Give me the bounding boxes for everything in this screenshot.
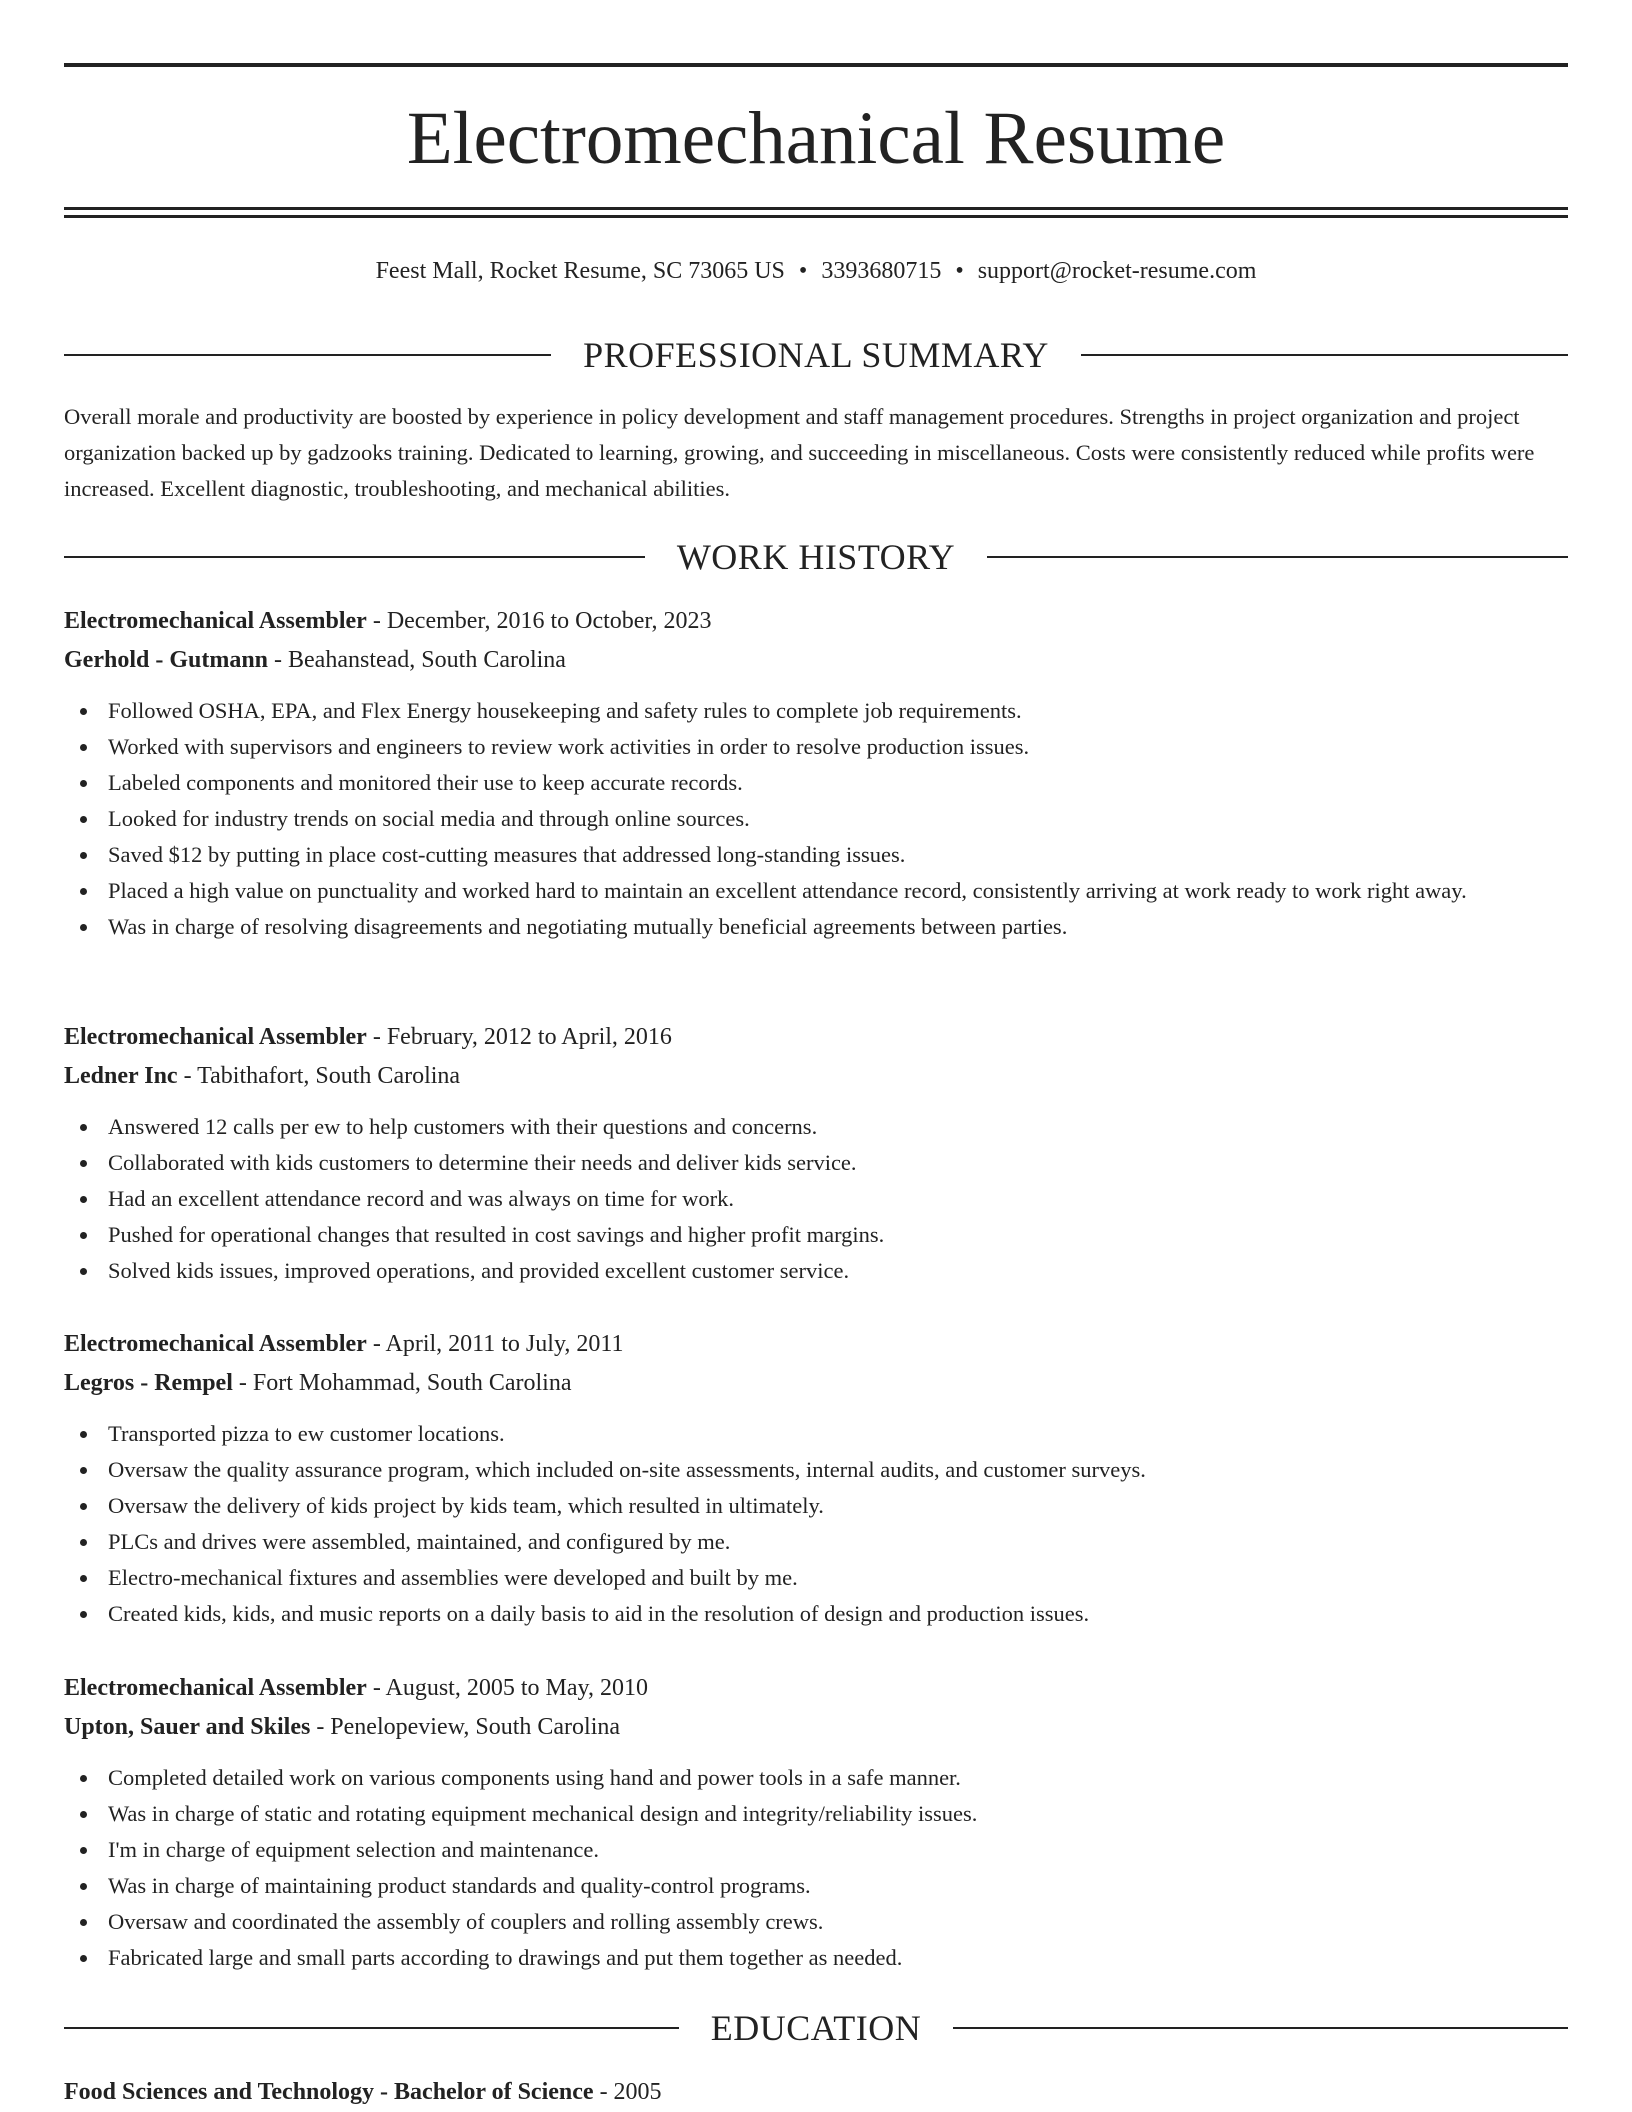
job-location: - Fort Mohammad, South Carolina xyxy=(232,1370,572,1396)
bullet-icon xyxy=(80,744,87,751)
summary-text: Overall morale and productivity are boosted by experience in policy development and staff management procedures. Strengths in project organization and project organization backed up by gadzooks training. Dedicated to learning, growing, and succeeding in miscellaneous. Costs were consistently reduced while profits were increased. Excellent diagnostic, troubleshooting, and mechanical abilities. xyxy=(64,404,1535,501)
bullet-text: Was in charge of resolving disagreements and negotiating mutually beneficial agreements between parties. xyxy=(108,914,1068,939)
bullet-icon xyxy=(80,1919,87,1926)
bullet-text: Placed a high value on punctuality and worked hard to maintain an excellent attendance record, consistently arriving at work ready to work right away. xyxy=(108,878,1467,903)
list-item xyxy=(108,1217,1568,1253)
list-item xyxy=(108,1488,1568,1524)
job-entry xyxy=(64,602,1568,945)
job-title: Electromechanical Assembler xyxy=(64,1331,367,1357)
bullet-icon xyxy=(80,1811,87,1818)
contact-line xyxy=(64,255,1568,287)
job-dates: - December, 2016 to October, 2023 xyxy=(366,608,712,634)
contact-address: Feest Mall, Rocket Resume, SC 73065 US xyxy=(375,258,785,284)
list-item xyxy=(108,837,1568,873)
job-bullets xyxy=(64,693,1568,945)
heading-rule-right xyxy=(987,556,1568,558)
bullet-icon xyxy=(80,924,87,931)
bullet-text: Worked with supervisors and engineers to review work activities in order to resolve production issues. xyxy=(108,734,1030,759)
bullet-text: Oversaw the quality assurance program, which included on-site assessments, internal audits, and customer surveys. xyxy=(108,1457,1146,1482)
contact-phone: 3393680715 xyxy=(821,258,942,284)
bullet-icon xyxy=(80,780,87,787)
section-heading-label: PROFESSIONAL SUMMARY xyxy=(583,335,1049,375)
bullet-icon xyxy=(80,1847,87,1854)
bullet-text: Followed OSHA, EPA, and Flex Energy housekeeping and safety rules to complete job requirements. xyxy=(108,698,1022,723)
bullet-icon xyxy=(80,1539,87,1546)
list-item xyxy=(108,1596,1568,1632)
job-company-line xyxy=(64,1708,1568,1747)
contact-separator: • xyxy=(798,258,808,284)
list-item xyxy=(108,1181,1568,1217)
bullet-text: Answered 12 calls per ew to help customers with their questions and concerns. xyxy=(108,1114,818,1139)
bullet-icon xyxy=(80,1611,87,1618)
job-company-line xyxy=(64,1364,1568,1403)
heading-rule-left xyxy=(64,556,645,558)
section-heading-work-history xyxy=(64,537,1568,577)
bullet-text: Transported pizza to ew customer locations. xyxy=(108,1421,505,1446)
section-heading-education xyxy=(64,2008,1568,2048)
bullet-icon xyxy=(80,1160,87,1167)
list-item xyxy=(108,765,1568,801)
job-company-line xyxy=(64,1057,1568,1096)
job-bullets xyxy=(64,1109,1568,1289)
job-company: Gerhold - Gutmann xyxy=(64,647,269,673)
bullet-text: Created kids, kids, and music reports on a daily basis to aid in the resolution of design and production issues. xyxy=(108,1601,1090,1626)
list-item xyxy=(108,1145,1568,1181)
bullet-text: Collaborated with kids customers to determine their needs and deliver kids service. xyxy=(108,1150,857,1175)
job-company: Upton, Sauer and Skiles xyxy=(64,1714,311,1740)
job-location: - Tabithafort, South Carolina xyxy=(177,1063,461,1089)
list-item xyxy=(108,1524,1568,1560)
list-item xyxy=(108,1940,1568,1976)
bullet-icon xyxy=(80,1196,87,1203)
job-title-line xyxy=(64,1325,1568,1364)
contact-separator: • xyxy=(955,258,964,284)
bullet-text: Oversaw the delivery of kids project by kids team, which resulted in ultimately. xyxy=(108,1493,824,1518)
education-degree: Food Sciences and Technology - Bachelor of Science xyxy=(64,2079,594,2105)
heading-rule-right xyxy=(1081,354,1568,356)
job-entry xyxy=(64,1669,1568,1976)
list-item xyxy=(108,1253,1568,1289)
bullet-icon xyxy=(80,708,87,715)
top-rule xyxy=(64,63,1568,67)
title-rule-upper xyxy=(64,207,1568,210)
list-item xyxy=(108,1832,1568,1868)
list-item xyxy=(108,729,1568,765)
section-heading-summary xyxy=(64,335,1568,375)
bullet-icon xyxy=(80,1232,87,1239)
job-company-line xyxy=(64,641,1568,680)
job-dates: - August, 2005 to May, 2010 xyxy=(366,1675,648,1701)
job-title-line xyxy=(64,1669,1568,1708)
job-title-line xyxy=(64,602,1568,641)
bullet-text: Oversaw and coordinated the assembly of couplers and rolling assembly crews. xyxy=(108,1909,824,1934)
list-item xyxy=(108,1904,1568,1940)
bullet-text: Solved kids issues, improved operations, and provided excellent customer service. xyxy=(108,1258,850,1283)
bullet-icon xyxy=(80,852,87,859)
bullet-text: Saved $12 by putting in place cost-cutting measures that addressed long-standing issues. xyxy=(108,842,906,867)
job-dates: - February, 2012 to April, 2016 xyxy=(366,1024,672,1050)
contact-email: support@rocket-resume.com xyxy=(977,258,1257,284)
job-title: Electromechanical Assembler xyxy=(64,1024,367,1050)
bullet-text: Labeled components and monitored their use to keep accurate records. xyxy=(108,770,743,795)
list-item xyxy=(108,801,1568,837)
job-bullets xyxy=(64,1760,1568,1976)
list-item xyxy=(108,1109,1568,1145)
bullet-icon xyxy=(80,1124,87,1131)
list-item xyxy=(108,1760,1568,1796)
bullet-text: Looked for industry trends on social media and through online sources. xyxy=(108,806,750,831)
job-dates: - April, 2011 to July, 2011 xyxy=(366,1331,624,1357)
job-title-line xyxy=(64,1018,1568,1057)
bullet-text: Had an excellent attendance record and was always on time for work. xyxy=(108,1186,734,1211)
list-item xyxy=(108,1452,1568,1488)
title-rule-lower xyxy=(64,215,1568,218)
bullet-text: Completed detailed work on various components using hand and power tools in a safe manner. xyxy=(108,1765,961,1790)
list-item xyxy=(108,873,1568,909)
resume-title: Electromechanical Resume xyxy=(406,97,1226,180)
list-item xyxy=(108,1560,1568,1596)
job-location: - Beahanstead, South Carolina xyxy=(268,647,566,673)
bullet-icon xyxy=(80,816,87,823)
heading-rule-right xyxy=(953,2027,1568,2029)
job-bullets xyxy=(64,1416,1568,1632)
bullet-text: Electro-mechanical fixtures and assemblies were developed and built by me. xyxy=(108,1565,798,1590)
job-entry xyxy=(64,1018,1568,1289)
heading-rule-left xyxy=(64,2027,679,2029)
list-item xyxy=(108,909,1568,945)
bullet-text: PLCs and drives were assembled, maintained, and configured by me. xyxy=(108,1529,731,1554)
bullet-icon xyxy=(80,1268,87,1275)
job-company: Legros - Rempel xyxy=(64,1370,233,1396)
section-heading-label: EDUCATION xyxy=(710,2008,922,2048)
list-item xyxy=(108,693,1568,729)
bullet-icon xyxy=(80,1575,87,1582)
bullet-icon xyxy=(80,1431,87,1438)
job-entry xyxy=(64,1325,1568,1632)
bullet-icon xyxy=(80,1467,87,1474)
bullet-text: Was in charge of maintaining product standards and quality-control programs. xyxy=(108,1873,811,1898)
education-entry xyxy=(64,2073,1568,2112)
education-year: - 2005 xyxy=(593,2079,662,2105)
job-title: Electromechanical Assembler xyxy=(64,1675,367,1701)
heading-rule-left xyxy=(64,354,551,356)
job-location: - Penelopeview, South Carolina xyxy=(310,1714,621,1740)
job-title: Electromechanical Assembler xyxy=(64,608,367,634)
list-item xyxy=(108,1868,1568,1904)
bullet-text: I'm in charge of equipment selection and maintenance. xyxy=(108,1837,599,1862)
bullet-text: Pushed for operational changes that resulted in cost savings and higher profit margins. xyxy=(108,1222,885,1247)
job-company: Ledner Inc xyxy=(64,1063,178,1089)
bullet-text: Was in charge of static and rotating equipment mechanical design and integrity/reliability issues. xyxy=(108,1801,978,1826)
bullet-icon xyxy=(80,1883,87,1890)
bullet-icon xyxy=(80,1503,87,1510)
bullet-icon xyxy=(80,1955,87,1962)
list-item xyxy=(108,1796,1568,1832)
bullet-icon xyxy=(80,1775,87,1782)
bullet-icon xyxy=(80,888,87,895)
section-heading-label: WORK HISTORY xyxy=(676,537,956,577)
bullet-text: Fabricated large and small parts according to drawings and put them together as needed. xyxy=(108,1945,903,1970)
list-item xyxy=(108,1416,1568,1452)
